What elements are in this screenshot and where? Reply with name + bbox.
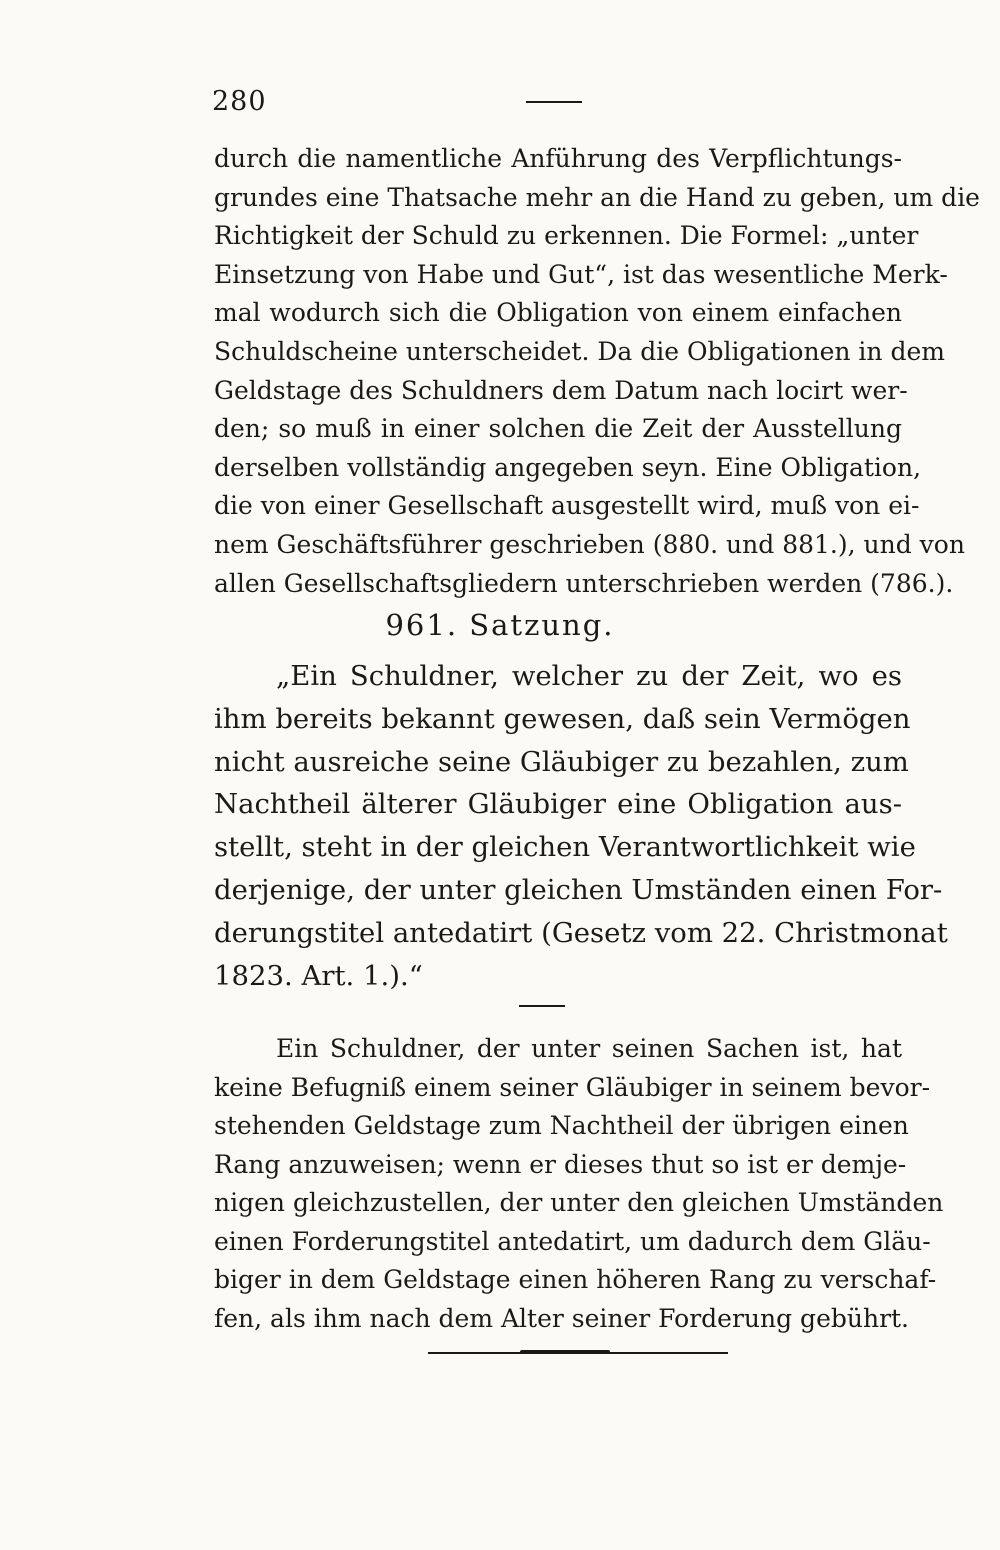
header-rule xyxy=(526,101,582,103)
text-line: allen Gesellschaftsgliedern unterschrieben werden (786.). xyxy=(214,568,954,598)
text-line: derjenige, der unter gleichen Umständen einen For- xyxy=(214,873,943,906)
text-line: grundes eine Thatsache mehr an die Hand zu geben, um die xyxy=(214,182,980,212)
text-line: Nachtheil älterer Gläubiger eine Obligation aus- xyxy=(214,788,902,821)
text-line: nem Geschäftsführer geschrieben (880. und 881.), und von xyxy=(214,529,965,559)
paragraph-1 xyxy=(214,140,980,603)
text-line: Rang anzuweisen; wenn er dieses thut so ist er demje- xyxy=(214,1149,907,1179)
text-line: derungstitel antedatirt (Gesetz vom 22. Christmonat xyxy=(214,916,948,949)
text-line: fen, als ihm nach dem Alter seiner Forderung gebührt. xyxy=(214,1303,910,1333)
text-line: Ein Schuldner, der unter seinen Sachen ist, hat xyxy=(276,1034,902,1063)
text-line: mal wodurch sich die Obligation von einem einfachen xyxy=(214,298,902,328)
text-line: „Ein Schuldner, welcher zu der Zeit, wo es xyxy=(276,660,902,692)
paragraph-2 xyxy=(214,1030,944,1338)
section-heading: 961. Satzung. xyxy=(385,608,615,642)
text-line: Schuldscheine unterscheidet. Da die Obligationen in dem xyxy=(214,336,945,366)
page-number: 280 xyxy=(212,86,267,117)
end-rule-ornament xyxy=(520,1350,610,1354)
text-line: Richtigkeit der Schuld zu erkennen. Die Formel: „unter xyxy=(214,221,919,251)
text-line: derselben vollständig angegeben seyn. Eine Obligation, xyxy=(214,452,922,482)
text-line: stellt, steht in der gleichen Verantwortlichkeit wie xyxy=(214,831,916,864)
text-line: ihm bereits bekannt gewesen, daß sein Vermögen xyxy=(214,702,911,735)
text-line: einen Forderungstitel antedatirt, um dadurch dem Gläu- xyxy=(214,1226,931,1256)
text-line: die von einer Gesellschaft ausgestellt wird, muß von ei- xyxy=(214,491,920,521)
text-line: stehenden Geldstage zum Nachtheil der übrigen einen xyxy=(214,1111,909,1140)
text-line: Einsetzung von Habe und Gut“, ist das wesentliche Merk- xyxy=(214,259,948,289)
text-line: durch die namentliche Anführung des Verpflichtungs- xyxy=(214,144,902,173)
quoted-statute xyxy=(214,655,948,997)
text-line: keine Befugniß einem seiner Gläubiger in seinem bevor- xyxy=(214,1072,931,1102)
section-divider xyxy=(519,1005,565,1007)
text-line: 1823. Art. 1.).“ xyxy=(214,959,423,992)
text-line: nicht ausreiche seine Gläubiger zu bezahlen, zum xyxy=(214,745,909,778)
text-line: Geldstage des Schuldners dem Datum nach locirt wer- xyxy=(214,375,908,405)
text-line: den; so muß in einer solchen die Zeit der Ausstellung xyxy=(214,414,902,444)
text-line: biger in dem Geldstage einen höheren Rang zu verschaf- xyxy=(214,1265,937,1294)
text-line: nigen gleichzustellen, der unter den gleichen Umständen xyxy=(214,1188,944,1217)
